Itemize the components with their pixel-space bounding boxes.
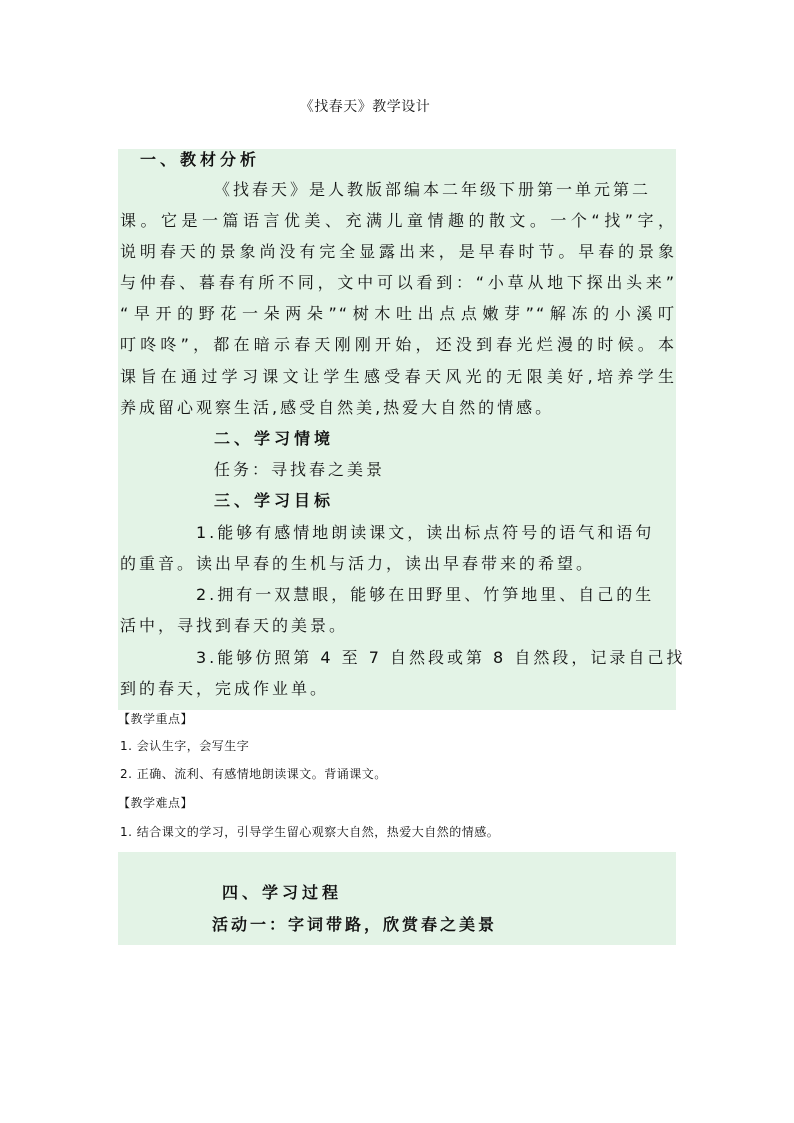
activity-one-title: 活动一：字词带路，欣赏春之美景 [212, 915, 498, 934]
difficult-points-label: 【教学难点】 [118, 796, 194, 810]
paragraph-line: 说明春天的景象尚没有完全显露出来，是早春时节。早春的景象 [120, 242, 676, 261]
goal-line: 3.能够仿照第 4 至 7 自然段或第 8 自然段，记录自己找 [196, 648, 686, 667]
goal-line: 到的春天，完成作业单。 [120, 679, 330, 698]
heading-learning-context: 二、学习情境 [214, 429, 335, 448]
paragraph-line: 养成留心观察生活,感受自然美,热爱大自然的情感。 [120, 398, 555, 417]
paragraph-line: 叮咚咚”，都在暗示春天刚刚开始，还没到春光烂漫的时候。本 [120, 335, 676, 354]
heading-learning-process: 四、学习过程 [222, 883, 343, 902]
goal-line: 活中，寻找到春天的美景。 [120, 616, 349, 635]
paragraph-line: 《找春天》是人教版部编本二年级下册第一单元第二 [214, 180, 652, 199]
goal-line: 的重音。读出早春的生机与活力，读出早春带来的希望。 [120, 554, 596, 573]
key-point-item: 2. 正确、流利、有感情地朗读课文。背诵课文。 [120, 767, 387, 781]
heading-textbook-analysis: 一、教材分析 [140, 150, 261, 169]
difficult-point-item: 1. 结合课文的学习，引导学生留心观察大自然，热爱大自然的情感。 [120, 825, 500, 839]
goal-line: 2.拥有一双慧眼，能够在田野里、竹笋地里、自己的生 [196, 585, 655, 604]
task-text: 任务：寻找春之美景 [214, 460, 386, 479]
paragraph-line: 课。它是一篇语言优美、充满儿童情趣的散文。一个“找”字， [120, 211, 676, 230]
heading-learning-goals: 三、学习目标 [214, 491, 335, 510]
key-points-label: 【教学重点】 [118, 712, 194, 726]
goal-line: 1.能够有感情地朗读课文，读出标点符号的语气和语句 [196, 523, 655, 542]
document-title: 《找春天》教学设计 [299, 99, 431, 115]
key-point-item: 1. 会认生字，会写生字 [120, 739, 250, 753]
paragraph-line: “早开的野花一朵两朵”“树木吐出点点嫩芽”“解冻的小溪叮 [120, 304, 676, 323]
paragraph-line: 课旨在通过学习课文让学生感受春天风光的无限美好,培养学生 [120, 367, 676, 386]
paragraph-line: 与仲春、暮春有所不同，文中可以看到：“小草从地下探出头来” [120, 273, 676, 292]
